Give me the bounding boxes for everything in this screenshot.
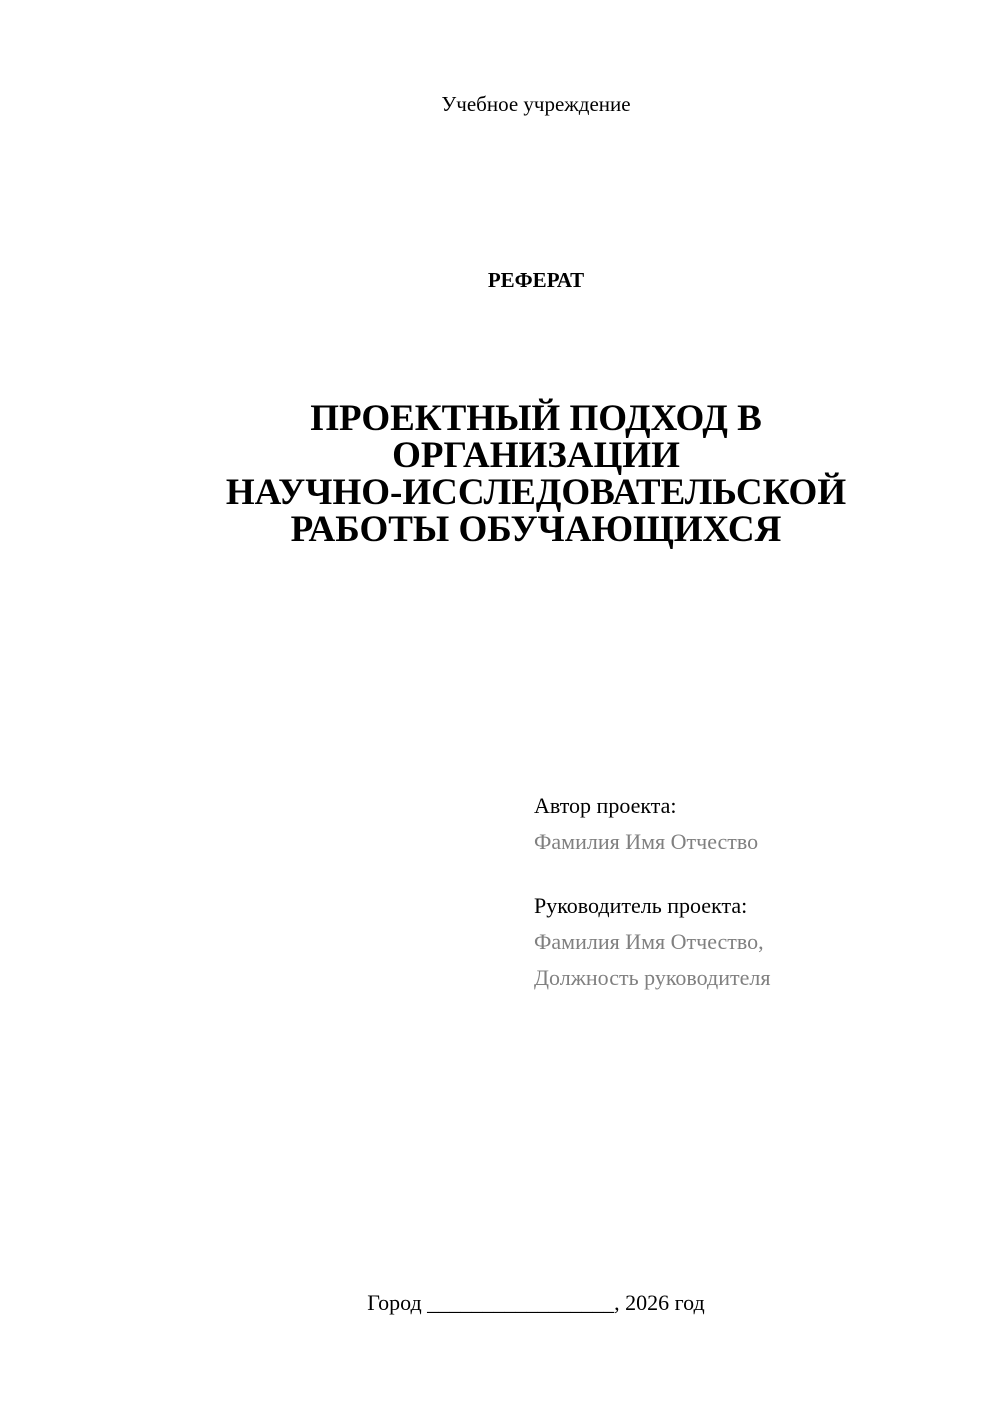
city-year-line: Город _________________, 2026 год <box>367 1290 705 1315</box>
document-type: РЕФЕРАТ <box>487 268 585 292</box>
institution-name: Учебное учреждение <box>441 92 631 116</box>
supervisor-name: Фамилия Имя Отчество, <box>534 929 764 954</box>
title-line: ПРОЕКТНЫЙ ПОДХОД В <box>310 398 762 439</box>
supervisor-label: Руководитель проекта: <box>534 893 748 918</box>
author-name: Фамилия Имя Отчество <box>534 829 759 854</box>
author-label: Автор проекта: <box>534 793 677 818</box>
document-title <box>0 400 1000 548</box>
credits-block <box>534 788 770 996</box>
title-line: ОРГАНИЗАЦИИ <box>392 435 680 476</box>
supervisor-position: Должность руководителя <box>534 965 771 990</box>
title-line: НАУЧНО-ИССЛЕДОВАТЕЛЬСКОЙ <box>225 472 847 513</box>
title-line: РАБОТЫ ОБУЧАЮЩИХСЯ <box>290 509 782 550</box>
